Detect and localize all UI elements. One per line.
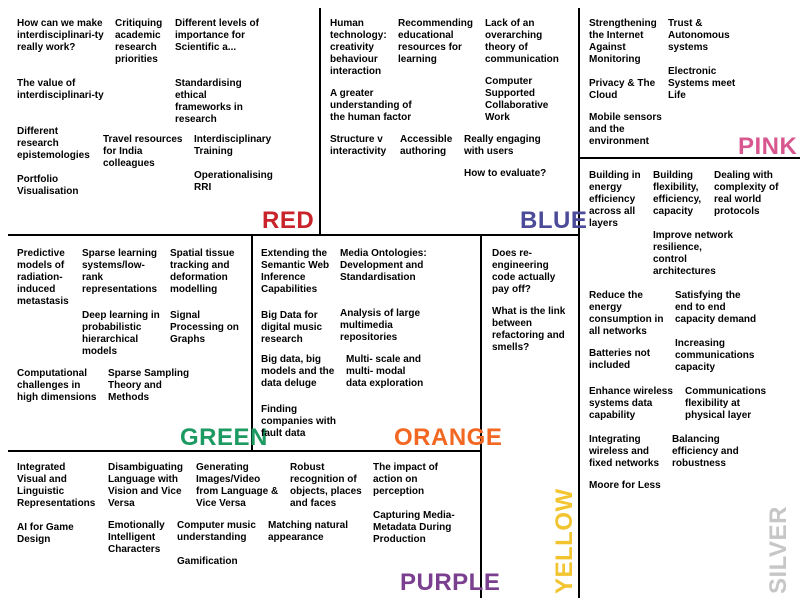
label-red: RED bbox=[262, 207, 315, 234]
topic-purple-1: Integrated Visual and Linguistic Representations bbox=[17, 462, 96, 509]
topic-blue-9: How to evaluate? bbox=[464, 168, 547, 179]
topic-pink-4: Privacy & The Cloud bbox=[589, 78, 656, 101]
topic-silver-10: Communications flexibility at physical layer bbox=[685, 386, 767, 421]
topic-red-4: The value of interdisciplinari-ty bbox=[17, 78, 104, 101]
topic-silver-12: Balancing efficiency and robustness bbox=[672, 434, 739, 469]
topic-purple-9: Matching natural appearance bbox=[268, 520, 349, 543]
divider-top-middle bbox=[8, 234, 580, 236]
topic-blue-8: Really engaging with users bbox=[464, 134, 541, 157]
label-green: GREEN bbox=[180, 424, 268, 451]
divider-blue-pink bbox=[578, 8, 580, 598]
topic-green-7: Sparse Sampling Theory and Methods bbox=[108, 368, 190, 403]
topic-green-1: Predictive models of radiation-induced metastasis bbox=[17, 248, 69, 307]
topic-yellow-1: Does re-engineering code actually pay off? bbox=[492, 248, 556, 295]
label-orange: ORANGE bbox=[394, 424, 503, 451]
divider-red-blue bbox=[319, 8, 321, 234]
topic-blue-7: Accessible authoring bbox=[400, 134, 453, 157]
label-blue: BLUE bbox=[520, 207, 588, 234]
topic-red-8: Interdisciplinary Training bbox=[194, 134, 272, 157]
topic-silver-5: Reduce the energy consumption in all networks bbox=[589, 290, 664, 337]
topic-purple-5: The impact of action on perception bbox=[373, 462, 439, 497]
topic-orange-5: Big data, big models and the data deluge bbox=[261, 354, 335, 389]
topic-silver-4: Improve network resilience, control architectures bbox=[653, 230, 734, 277]
topic-blue-2: Recommending educational resources for learning bbox=[398, 18, 474, 65]
topic-blue-4: A greater understanding of the human factor bbox=[330, 88, 412, 123]
topic-purple-10: Capturing Media-Metadata During Production bbox=[373, 510, 455, 545]
label-pink: PINK bbox=[738, 133, 798, 160]
topic-red-6: Different research epistemologies bbox=[17, 126, 90, 161]
topic-purple-6: AI for Game Design bbox=[17, 522, 74, 545]
topic-green-5: Signal Processing on Graphs bbox=[170, 310, 239, 345]
topic-red-9: Portfolio Visualisation bbox=[17, 174, 79, 197]
topic-purple-11: Gamification bbox=[177, 556, 238, 567]
topic-orange-2: Media Ontologies: Development and Standardisation bbox=[340, 248, 427, 283]
topic-red-7: Travel resources for India colleagues bbox=[103, 134, 183, 169]
topic-purple-3: Generating Images/Video from Language & Vice Versa bbox=[196, 462, 279, 509]
topic-silver-13: Moore for Less bbox=[589, 480, 661, 491]
topic-purple-7: Emotionally Intelligent Characters bbox=[108, 520, 165, 555]
topic-purple-2: Disambiguating Language with Vision and Vice Versa bbox=[108, 462, 184, 509]
topic-green-4: Deep learning in probabilistic hierarchical models bbox=[82, 310, 160, 357]
topic-silver-1: Building in energy efficiency across all layers bbox=[589, 170, 641, 229]
divider-green-orange bbox=[251, 236, 253, 450]
topic-pink-1: Strengthening the Internet Against Monitoring bbox=[589, 18, 657, 65]
topic-blue-1: Human technology: creativity behaviour interaction bbox=[330, 18, 387, 77]
label-silver: SILVER bbox=[765, 506, 792, 594]
topic-silver-11: Integrating wireless and fixed networks bbox=[589, 434, 660, 469]
topic-purple-8: Computer music understanding bbox=[177, 520, 256, 543]
topic-pink-3: Electronic Systems meet Life bbox=[668, 66, 736, 101]
topic-silver-7: Batteries not included bbox=[589, 348, 651, 371]
topic-blue-6: Structure v interactivity bbox=[330, 134, 387, 157]
topic-blue-3: Lack of an overarching theory of communication bbox=[485, 18, 559, 65]
divider-orange-yellow bbox=[480, 236, 482, 598]
topic-red-5: Standardising ethical frameworks in research bbox=[175, 78, 243, 125]
topic-green-6: Computational challenges in high dimensions bbox=[17, 368, 97, 403]
topic-orange-7: Finding companies with fault data bbox=[261, 404, 337, 439]
topic-silver-2: Building flexibility, efficiency, capacity bbox=[653, 170, 702, 217]
topic-red-1: How can we make interdisciplinari-ty really work? bbox=[17, 18, 104, 53]
topic-orange-6: Multi- scale and multi- modal data exploration bbox=[346, 354, 424, 389]
topic-pink-5: Mobile sensors and the environment bbox=[589, 112, 662, 147]
topic-silver-3: Dealing with complexity of real world protocols bbox=[714, 170, 779, 217]
topic-green-3: Spatial tissue tracking and deformation modelling bbox=[170, 248, 235, 295]
topic-silver-8: Increasing communications capacity bbox=[675, 338, 755, 373]
label-yellow: YELLOW bbox=[551, 488, 578, 594]
topic-orange-3: Big Data for digital music research bbox=[261, 310, 323, 345]
topic-silver-6: Satisfying the end to end capacity demand bbox=[675, 290, 757, 325]
label-purple: PURPLE bbox=[400, 569, 501, 596]
topic-orange-1: Extending the Semantic Web Inference Capabilities bbox=[261, 248, 330, 295]
topic-pink-2: Trust & Autonomous systems bbox=[668, 18, 730, 53]
topic-silver-9: Enhance wireless systems data capability bbox=[589, 386, 673, 421]
topic-red-3: Different levels of importance for Scientific a... bbox=[175, 18, 259, 53]
topic-yellow-2: What is the link between refactoring and smells? bbox=[492, 306, 566, 353]
topic-red-2: Critiquing academic research priorities bbox=[115, 18, 163, 65]
topic-red-10: Operationalising RRI bbox=[194, 170, 273, 193]
topic-orange-4: Analysis of large multimedia repositories bbox=[340, 308, 421, 343]
topic-blue-5: Computer Supported Collaborative Work bbox=[485, 76, 549, 123]
topic-green-2: Sparse learning systems/low-rank representations bbox=[82, 248, 158, 295]
topic-purple-4: Robust recognition of objects, places and faces bbox=[290, 462, 362, 509]
